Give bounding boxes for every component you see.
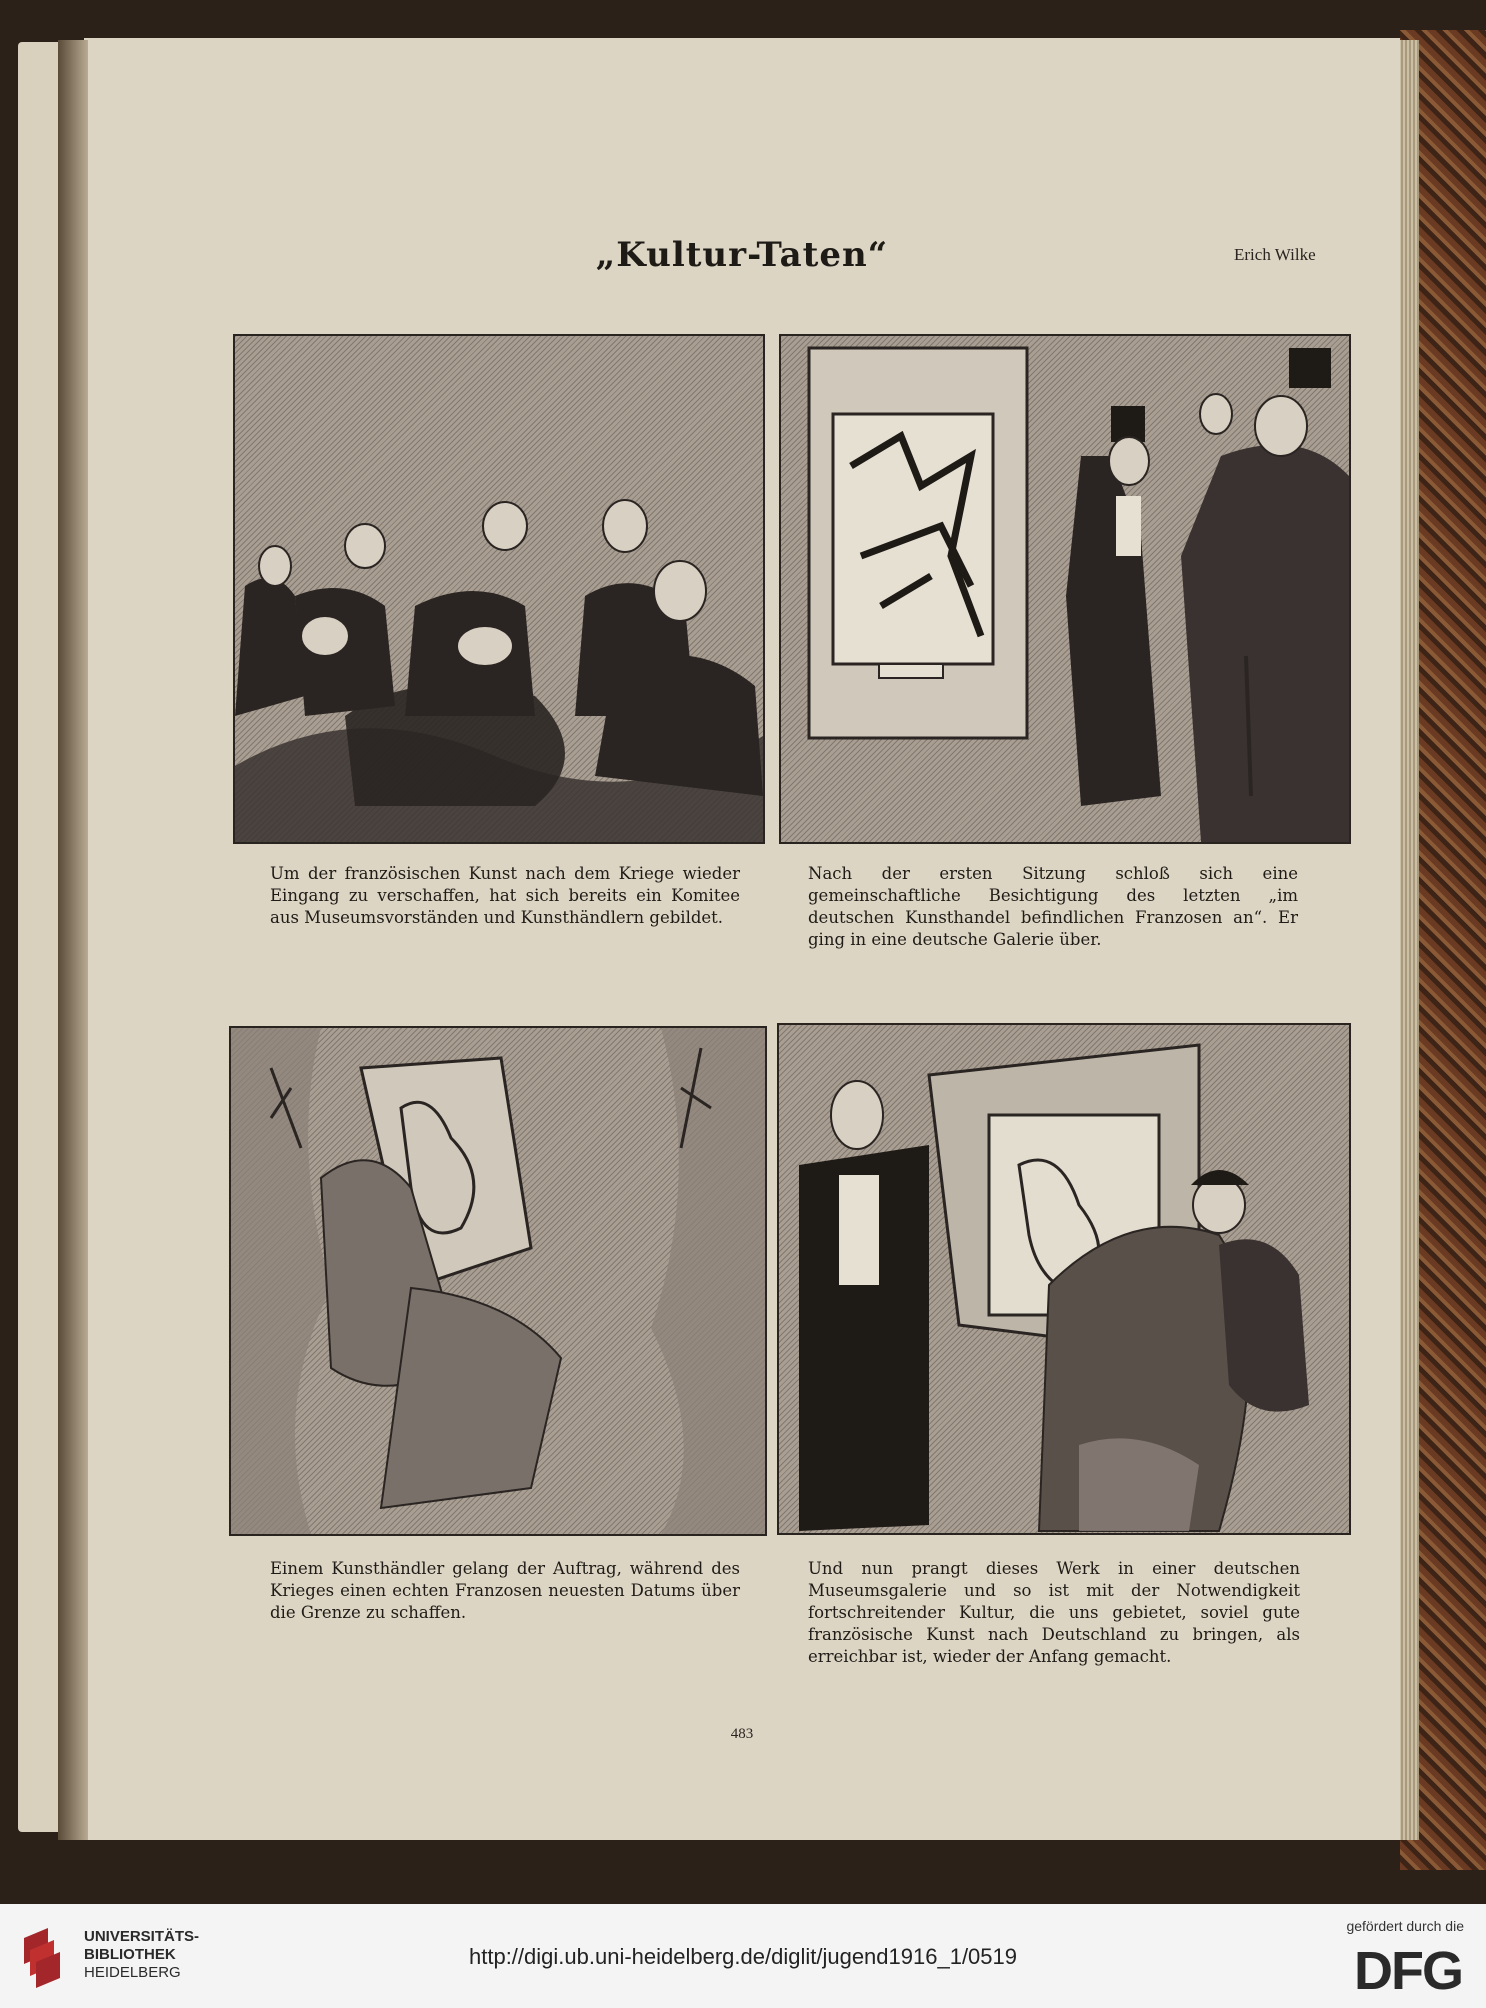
gallery-viewing-drawing (781, 336, 1349, 842)
panel-4-caption: Und nun prangt dieses Werk in einer deutschen Museumsgalerie und so ist mit der Notwendigkeit fortschreitender Kultur, die uns gebietet, soviel gute französische Kunst nach Deutschland zu bringen, als erreichbar ist, wieder der Anfang gemacht. (808, 1559, 1300, 1666)
illustration-panel-2 (779, 334, 1351, 844)
left-page-edge (18, 42, 60, 1832)
panel-1-caption: Um der französischen Kunst nach dem Kriege wieder Eingang zu verschaffen, hat sich bereits ein Komitee aus Museumsvorständen und Kunsthändlern gebildet. (270, 864, 740, 927)
funding-label: gefördert durch die (1346, 1918, 1464, 1934)
illustration-panel-3 (229, 1026, 767, 1536)
illustration-panel-4 (777, 1023, 1351, 1535)
book-gutter (58, 40, 88, 1840)
panel-3-caption: Einem Kunsthändler gelang der Auftrag, während des Krieges einen echten Franzosen neuesten Datums über die Grenze zu schaffen. (270, 1559, 740, 1622)
page-title: „Kultur-Taten“ (595, 235, 889, 275)
illustration-panel-1 (233, 334, 765, 844)
dfg-logo: DFG (1354, 1941, 1462, 2001)
magazine-page (84, 38, 1400, 1840)
smuggling-drawing (231, 1028, 765, 1534)
page-number: 483 (730, 1726, 754, 1742)
viewer-footer (0, 1904, 1486, 2008)
panel-2-caption: Nach der ersten Sitzung schloß sich eine gemeinschaftliche Besichtigung des letzten „im deutschen Kunsthandel befindlichen Franzosen an“. Er ging in eine deutsche Galerie über. (808, 864, 1298, 949)
author-name: Erich Wilke (1234, 245, 1316, 264)
committee-meeting-drawing (235, 336, 763, 842)
page-url[interactable]: http://digi.ub.uni-heidelberg.de/diglit/jugend1916_1/0519 (469, 1944, 1017, 1969)
university-library-name: UNIVERSITÄTS- BIBLIOTHEK HEIDELBERG (84, 1928, 200, 1981)
museum-gallery-drawing (779, 1025, 1349, 1533)
